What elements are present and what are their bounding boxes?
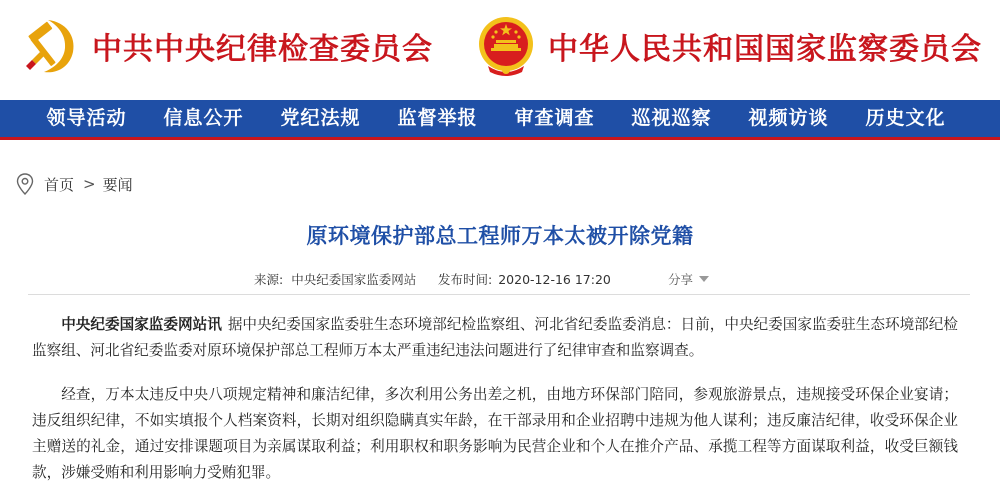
- article-meta: [0, 268, 1000, 290]
- nav-item-investigation[interactable]: 审查调查: [514, 107, 595, 129]
- ccdi-site-name: 中共中央纪律检查委员会: [92, 32, 433, 67]
- breadcrumb-home[interactable]: 首页: [44, 175, 75, 194]
- article-lead: 中央纪委国家监委网站讯: [61, 316, 222, 333]
- breadcrumb-separator: >: [83, 175, 96, 193]
- article-paragraph: [32, 312, 958, 364]
- article-publish-time: [438, 270, 611, 288]
- article-source: [254, 270, 416, 288]
- source-label: 来源:: [254, 272, 284, 287]
- time-label: 发布时间:: [438, 272, 493, 287]
- breadcrumb-current[interactable]: 要闻: [102, 175, 133, 194]
- location-pin-icon: [16, 173, 34, 195]
- main-nav: [0, 100, 1000, 140]
- site-header: [0, 0, 1000, 100]
- time-value: 2020-12-16 17:20: [498, 272, 611, 287]
- nav-item-information[interactable]: 信息公开: [163, 107, 244, 129]
- paragraph-2-text: 经查，万本太违反中央八项规定精神和廉洁纪律，多次利用公务出差之机，由地方环保部门陪同，参观旅游景点，违规接受环保企业宴请；违反组织纪律，不如实填报个人档案资料，长期对组织隐瞒真实年龄，在干部录用和企业招聘中违规为他人谋利；违反廉洁纪律，收受环保企业主赠送的礼金，通过安排课题项目为亲属谋取利益；利用职权和职务影响为民营企业和个人在推介产品、承揽工程等方面谋取利益，收受巨额钱款，涉嫌受贿和利用影响力受贿犯罪。: [32, 386, 958, 481]
- nav-item-reporting[interactable]: 监督举报: [397, 107, 478, 129]
- nav-item-regulations[interactable]: 党纪法规: [280, 107, 361, 129]
- article-body: [32, 312, 958, 502]
- nav-item-inspection[interactable]: 巡视巡察: [631, 107, 712, 129]
- paragraph-1-text: 据中央纪委国家监委驻生态环境部纪检监察组、河北省纪委监委消息：日前，中央纪委国家监委驻生态环境部纪检监察组、河北省纪委监委对原环境保护部总工程师万本太严重违纪违法问题进行了纪律审查和监察调查。: [32, 316, 958, 359]
- nsc-logo[interactable]: [474, 14, 982, 78]
- meta-divider: [28, 294, 970, 295]
- hammer-sickle-emblem-icon: [18, 14, 82, 78]
- article-paragraph: [32, 382, 958, 486]
- share-label: 分享: [668, 272, 694, 287]
- article-title: 原环境保护部总工程师万本太被开除党籍: [306, 224, 694, 248]
- ccdi-logo[interactable]: [18, 14, 433, 78]
- nav-list: [0, 100, 1000, 137]
- breadcrumb: [16, 170, 133, 198]
- source-value: 中央纪委国家监委网站: [291, 272, 417, 287]
- nav-item-leadership[interactable]: 领导活动: [46, 107, 127, 129]
- national-emblem-icon: [474, 14, 538, 78]
- caret-down-icon: [699, 276, 709, 282]
- share-button[interactable]: [668, 270, 709, 288]
- nsc-site-name: 中华人民共和国国家监察委员会: [548, 32, 982, 67]
- nav-item-video[interactable]: 视频访谈: [748, 107, 829, 129]
- nav-item-history[interactable]: 历史文化: [865, 107, 946, 129]
